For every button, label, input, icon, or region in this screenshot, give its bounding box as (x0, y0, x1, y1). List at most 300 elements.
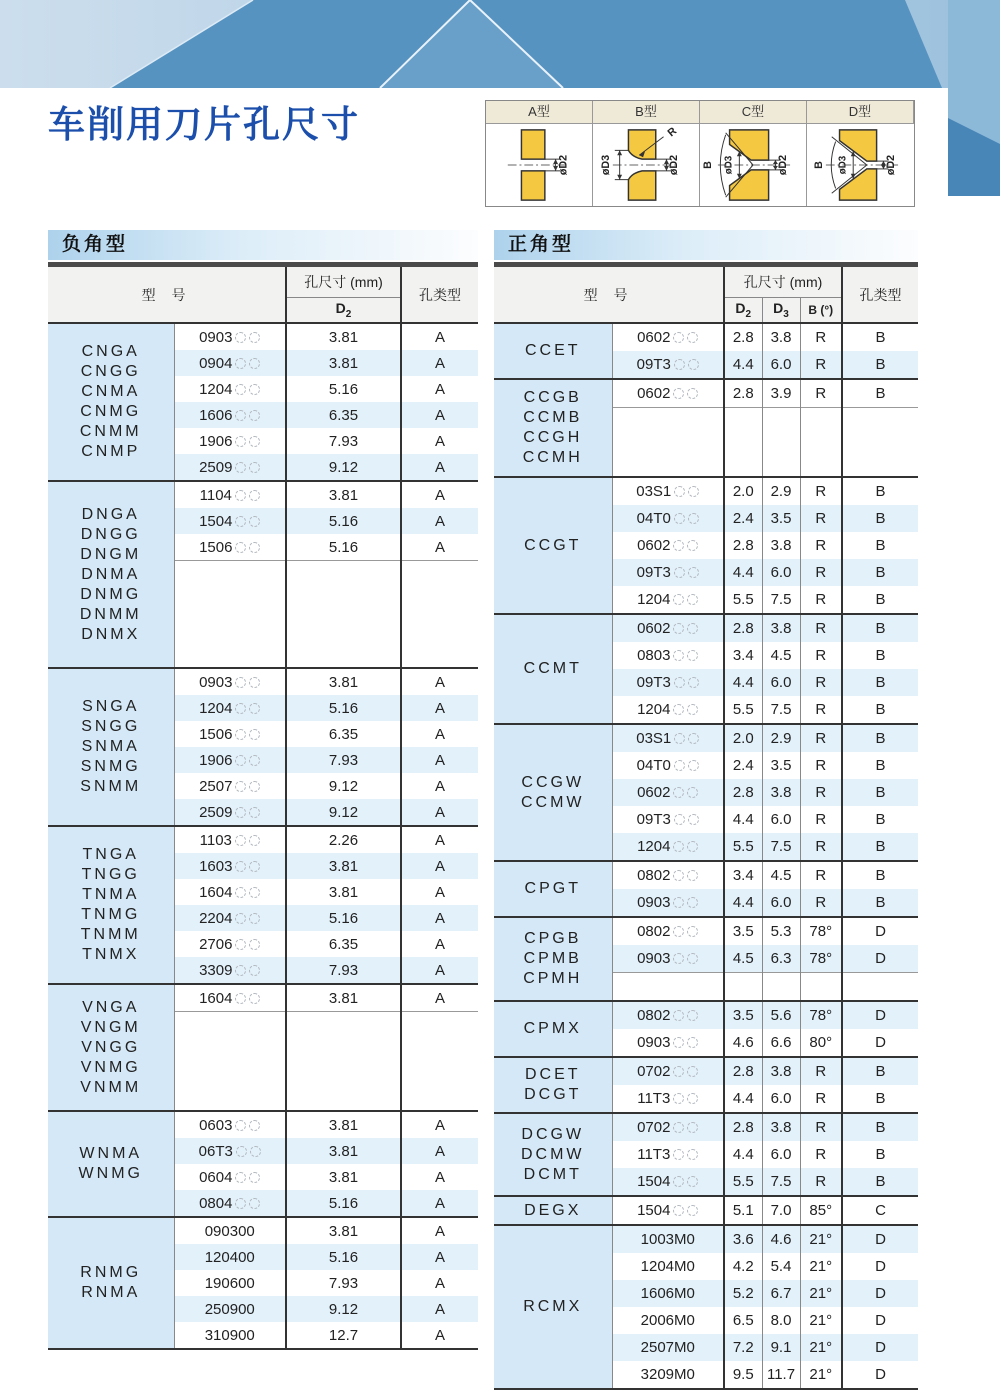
series-name: DCMT (523, 1165, 582, 1183)
model-number-cell: 1204 (612, 586, 724, 614)
value-cell: 2.8 (724, 1113, 762, 1141)
wildcard-circle-icon (235, 703, 246, 714)
model-number-cell: 120400 (174, 1244, 286, 1270)
model-number-cell: 2204 (174, 905, 286, 931)
wildcard-circle-icon (687, 650, 698, 661)
wildcard-circle-icon (674, 359, 685, 370)
model-series-cell (494, 1196, 612, 1225)
value-cell: A (401, 853, 478, 879)
series-name: CPMX (523, 1020, 582, 1037)
value-cell: 2.0 (724, 724, 762, 752)
header-hole-dims: 孔尺寸 (mm) (286, 267, 401, 298)
value-cell: 5.1 (724, 1196, 762, 1225)
model-number-cell: 0602 (612, 614, 724, 642)
value-cell: R (800, 779, 842, 806)
wildcard-circle-icon (249, 542, 260, 553)
value-cell: B (875, 647, 886, 664)
value-cell: 2.8 (724, 532, 762, 559)
value-cell: 3.8 (762, 779, 800, 806)
model-number-cell: 3309 (174, 957, 286, 984)
model-number-cell: 1204M0 (612, 1253, 724, 1280)
table-row (494, 724, 918, 752)
table-row (494, 1001, 918, 1029)
value-cell: R (800, 505, 842, 532)
table-row (494, 1196, 918, 1225)
value-cell: 6.35 (286, 721, 401, 747)
header-model: 型 号 (494, 267, 724, 323)
model-series-cell (494, 1225, 612, 1389)
model-series-cell (494, 379, 612, 477)
series-name: CPMB (523, 950, 582, 967)
value-cell: A (435, 1274, 446, 1292)
series-name: RNMA (81, 1284, 141, 1301)
value-cell: 7.5 (762, 1168, 800, 1196)
filler-cell (612, 408, 724, 478)
wildcard-circle-icon (249, 781, 260, 792)
table-row (494, 477, 918, 505)
series-name: CNGA (81, 343, 140, 360)
wildcard-circle-icon (235, 835, 246, 846)
value-cell: A (401, 668, 478, 695)
value-cell: 2.0 (724, 477, 762, 505)
value-cell: 6.0 (762, 1141, 800, 1168)
value-cell: R (800, 1057, 842, 1085)
value-cell: 80° (800, 1029, 842, 1057)
value-cell: 3.9 (762, 379, 800, 408)
model-series-cell (494, 917, 612, 1001)
wildcard-circle-icon (673, 1122, 684, 1133)
table-row (494, 323, 918, 351)
value-cell: 3.81 (286, 853, 401, 879)
model-series-cell (48, 1111, 174, 1217)
value-cell: 5.4 (762, 1253, 800, 1280)
value-cell: R (800, 752, 842, 779)
model-series-cell (494, 477, 612, 614)
value-cell: R (800, 379, 842, 408)
wildcard-circle-icon (687, 1176, 698, 1187)
wildcard-circle-icon (249, 1198, 260, 1209)
model-number-cell: 04T0 (612, 752, 724, 779)
value-cell: R (800, 351, 842, 379)
wildcard-circle-icon (249, 516, 260, 527)
wildcard-circle-icon (673, 870, 684, 881)
model-number-cell: 2706 (174, 931, 286, 957)
model-number-cell: 03S1 (612, 724, 724, 752)
series-name: DNMA (81, 565, 141, 583)
wildcard-circle-icon (235, 332, 246, 343)
table-row (494, 861, 918, 889)
wildcard-circle-icon (235, 516, 246, 527)
dim-d3-label: øD3 (723, 155, 735, 175)
value-cell: 78° (800, 945, 842, 973)
value-cell: D (875, 1034, 886, 1051)
value-cell: 6.0 (762, 669, 800, 696)
hole-type-b-drawing (593, 124, 700, 206)
dim-b-label: B (812, 161, 825, 169)
series-name: TNGG (81, 866, 140, 883)
wildcard-circle-icon (687, 787, 698, 798)
wildcard-circle-icon (249, 887, 260, 898)
value-cell: 5.16 (286, 1244, 401, 1270)
value-cell: 3.81 (286, 1138, 401, 1164)
value-cell: 3.5 (762, 505, 800, 532)
wildcard-circle-icon (673, 594, 684, 605)
wildcard-circle-icon (674, 513, 685, 524)
wildcard-circle-icon (236, 1146, 247, 1157)
wildcard-circle-icon (249, 835, 260, 846)
value-cell: 6.0 (762, 806, 800, 833)
hole-type-d-label: D型 (807, 101, 914, 124)
wildcard-circle-icon (673, 1205, 684, 1216)
value-cell: 6.0 (762, 889, 800, 917)
series-name: CCMH (522, 449, 583, 466)
wildcard-circle-icon (688, 513, 699, 524)
value-cell: B (842, 559, 918, 586)
value-cell: 9.12 (286, 773, 401, 799)
wildcard-circle-icon (249, 490, 260, 501)
value-cell: 7.93 (286, 428, 401, 454)
series-name: TNMG (81, 906, 141, 923)
series-name: CNMM (79, 423, 142, 440)
value-cell: 6.6 (762, 1029, 800, 1057)
wildcard-circle-icon (687, 1010, 698, 1021)
value-cell: A (435, 725, 446, 743)
wildcard-circle-icon (687, 594, 698, 605)
hole-type-a-drawing (486, 124, 593, 206)
value-cell: R (800, 1141, 842, 1168)
wildcard-circle-icon (235, 993, 246, 1004)
value-cell: 4.4 (724, 1141, 762, 1168)
value-cell: 4.2 (724, 1253, 762, 1280)
value-cell: A (401, 350, 478, 376)
wildcard-circle-icon (235, 781, 246, 792)
series-name: CCMT (523, 660, 582, 677)
value-cell: 5.5 (724, 586, 762, 614)
section-title-positive: 正角型 (494, 230, 918, 260)
value-cell: 7.93 (286, 1270, 401, 1296)
value-cell: 3.81 (286, 1111, 401, 1138)
dim-d3-label: øD3 (599, 154, 612, 176)
value-cell: A (401, 826, 478, 853)
value-cell: 78° (800, 1001, 842, 1029)
value-cell: A (401, 1217, 478, 1244)
series-name: CNGG (80, 363, 141, 380)
table-row (48, 1111, 478, 1138)
series-name: VNMG (80, 1058, 141, 1076)
value-cell: 21° (800, 1253, 842, 1280)
value-cell: 6.35 (286, 402, 401, 428)
series-name: CNMG (80, 403, 142, 420)
value-cell: 12.7 (286, 1322, 401, 1349)
wildcard-circle-icon (235, 729, 246, 740)
value-cell: 2.8 (724, 379, 762, 408)
model-number-cell: 2507 (174, 773, 286, 799)
value-cell: 2.9 (762, 724, 800, 752)
model-number-cell: 2507M0 (612, 1334, 724, 1361)
value-cell: B (842, 1168, 918, 1196)
negative-type-table (48, 267, 478, 1350)
model-series-cell (494, 614, 612, 724)
series-name: SNMM (80, 778, 142, 795)
value-cell: R (800, 1168, 842, 1196)
series-name: DNMM (79, 605, 142, 623)
value-cell: A (401, 481, 478, 508)
value-cell: 7.93 (286, 747, 401, 773)
value-cell (762, 973, 800, 1002)
value-cell: 6.7 (762, 1280, 800, 1307)
value-cell: 5.16 (286, 905, 401, 931)
wildcard-circle-icon (687, 540, 698, 551)
model-number-cell: 0802 (612, 917, 724, 945)
value-cell: B (842, 833, 918, 861)
value-cell: D (875, 1312, 886, 1329)
value-cell (724, 973, 762, 1002)
wildcard-circle-icon (687, 1093, 698, 1104)
wildcard-circle-icon (249, 861, 260, 872)
series-name: CNMA (81, 383, 141, 400)
series-name: CNMP (81, 443, 141, 460)
value-cell: A (435, 1168, 446, 1186)
dim-d3-label: øD3 (836, 155, 848, 175)
model-number-cell: 1604 (174, 879, 286, 905)
model-number-cell: 04T0 (612, 505, 724, 532)
wildcard-circle-icon (249, 913, 260, 924)
wildcard-circle-icon (673, 897, 684, 908)
value-cell: 3.4 (724, 861, 762, 889)
table-row (48, 1217, 478, 1244)
model-number-cell: 0603 (174, 1111, 286, 1138)
value-cell (286, 1012, 401, 1112)
series-name: DNGA (81, 505, 140, 523)
value-cell: A (401, 454, 478, 481)
wildcard-circle-icon (673, 332, 684, 343)
value-cell: 3.5 (762, 752, 800, 779)
model-number-cell: 0903 (612, 1029, 724, 1057)
model-number-cell: 1606 (174, 402, 286, 428)
table-row (494, 1057, 918, 1085)
value-cell (762, 408, 800, 478)
value-cell: 2.8 (724, 614, 762, 642)
wildcard-circle-icon (235, 490, 246, 501)
value-cell: 9.1 (762, 1334, 800, 1361)
value-cell: A (401, 1111, 478, 1138)
value-cell: 3.81 (286, 350, 401, 376)
value-cell: R (800, 669, 842, 696)
model-number-cell: 0602 (612, 323, 724, 351)
value-cell: R (800, 861, 842, 889)
header-d2: $D_2$ (286, 298, 401, 324)
header-hole-type: 孔类型 (842, 267, 918, 323)
value-cell: D (842, 917, 918, 945)
wildcard-circle-icon (674, 567, 685, 578)
series-name: CCGW (521, 773, 585, 791)
wildcard-circle-icon (687, 1122, 698, 1133)
filler-cell (174, 561, 286, 669)
value-cell: 3.81 (286, 1217, 401, 1244)
wildcard-circle-icon (249, 965, 260, 976)
value-cell: A (401, 1244, 478, 1270)
model-number-cell: 250900 (174, 1296, 286, 1322)
series-name: DNMG (80, 585, 142, 603)
value-cell: A (401, 984, 478, 1012)
value-cell: R (800, 614, 842, 642)
value-cell: B (875, 811, 886, 828)
value-cell: 3.8 (762, 614, 800, 642)
wildcard-circle-icon (249, 1172, 260, 1183)
dim-d2-label: øD2 (777, 154, 790, 176)
wildcard-circle-icon (673, 1176, 684, 1187)
wildcard-circle-icon (235, 436, 246, 447)
value-cell: R (800, 477, 842, 505)
series-name: SNMG (80, 758, 141, 775)
series-name: CCGT (524, 536, 582, 554)
model-number-cell: 1506 (174, 534, 286, 561)
series-name: CPGT (524, 880, 581, 897)
dim-d2-label: øD2 (557, 154, 570, 176)
value-cell: R (800, 724, 842, 752)
hole-type-a-label: A型 (486, 101, 593, 124)
wildcard-circle-icon (687, 926, 698, 937)
value-cell: R (800, 586, 842, 614)
value-cell: B (875, 757, 886, 774)
value-cell: D (875, 1258, 886, 1275)
value-cell: 2.8 (724, 323, 762, 351)
model-series-cell (48, 1217, 174, 1349)
value-cell: 9.12 (286, 799, 401, 826)
value-cell: B (842, 351, 918, 379)
value-cell: C (842, 1196, 918, 1225)
table-row (494, 1113, 918, 1141)
value-cell: B (842, 779, 918, 806)
value-cell: 2.8 (724, 1057, 762, 1085)
wildcard-circle-icon (673, 650, 684, 661)
value-cell: B (875, 701, 886, 718)
wildcard-circle-icon (688, 814, 699, 825)
series-name: WNMG (78, 1165, 143, 1182)
value-cell: 5.16 (286, 376, 401, 402)
model-series-cell (494, 724, 612, 861)
model-number-cell: 1604 (174, 984, 286, 1012)
value-cell: A (401, 747, 478, 773)
model-number-cell: 1204 (174, 376, 286, 402)
value-cell: 3.81 (286, 481, 401, 508)
series-name: CCGB (523, 389, 582, 406)
value-cell: 21° (800, 1361, 842, 1389)
header-hole-type: 孔类型 (401, 267, 478, 323)
value-cell: B (842, 861, 918, 889)
table-row (48, 984, 478, 1012)
model-number-cell: 1504 (612, 1168, 724, 1196)
value-cell: 3.8 (762, 323, 800, 351)
model-number-cell: 1003M0 (612, 1225, 724, 1253)
value-cell: 7.2 (724, 1334, 762, 1361)
series-name: CCMB (523, 409, 583, 426)
value-cell: 3.5 (724, 917, 762, 945)
model-number-cell: 0602 (612, 779, 724, 806)
value-cell: 4.5 (762, 642, 800, 669)
wildcard-circle-icon (673, 787, 684, 798)
hole-type-b-label: B型 (593, 101, 700, 124)
model-number-cell: 11T3 (612, 1085, 724, 1113)
model-number-cell: 0903 (612, 945, 724, 973)
value-cell: 5.16 (286, 1190, 401, 1217)
value-cell: A (401, 957, 478, 984)
value-cell: 7.5 (762, 586, 800, 614)
model-number-cell: 0903 (612, 889, 724, 917)
model-number-cell: 090300 (174, 1217, 286, 1244)
value-cell: 6.35 (286, 931, 401, 957)
value-cell: 5.3 (762, 917, 800, 945)
model-number-cell: 09T3 (612, 559, 724, 586)
value-cell: 3.81 (286, 984, 401, 1012)
value-cell: B (875, 591, 886, 608)
value-cell: A (401, 508, 478, 534)
value-cell: R (800, 889, 842, 917)
model-number-cell: 0903 (174, 323, 286, 350)
value-cell: D (842, 1001, 918, 1029)
value-cell: 4.4 (724, 559, 762, 586)
model-number-cell: 0702 (612, 1057, 724, 1085)
value-cell: 3.8 (762, 1057, 800, 1085)
value-cell: 9.5 (724, 1361, 762, 1389)
wildcard-circle-icon (235, 358, 246, 369)
negative-type-section (48, 230, 478, 1350)
value-cell: B (842, 724, 918, 752)
value-cell: A (435, 777, 446, 795)
value-cell (842, 408, 918, 478)
value-cell: 4.4 (724, 806, 762, 833)
series-name: DCGW (521, 1125, 585, 1143)
value-cell: 4.4 (724, 1085, 762, 1113)
wildcard-circle-icon (687, 1037, 698, 1048)
wildcard-circle-icon (688, 486, 699, 497)
model-number-cell: 09T3 (612, 351, 724, 379)
table-row (494, 1225, 918, 1253)
model-series-cell (48, 984, 174, 1111)
table-row (48, 668, 478, 695)
wildcard-circle-icon (687, 1149, 698, 1160)
value-cell: 3.5 (724, 1001, 762, 1029)
dim-r-label: R (665, 125, 680, 140)
wildcard-circle-icon (673, 1093, 684, 1104)
value-cell (401, 561, 478, 669)
model-number-cell: 0602 (612, 379, 724, 408)
value-cell: 6.0 (762, 559, 800, 586)
value-cell: 7.5 (762, 833, 800, 861)
wildcard-circle-icon (249, 1120, 260, 1131)
value-cell: 3.81 (286, 879, 401, 905)
value-cell: 5.16 (286, 695, 401, 721)
wildcard-circle-icon (688, 760, 699, 771)
wildcard-circle-icon (673, 540, 684, 551)
header-b-angle: B (°) (800, 298, 842, 324)
wildcard-circle-icon (249, 703, 260, 714)
value-cell: A (435, 432, 446, 450)
wildcard-circle-icon (687, 841, 698, 852)
wildcard-circle-icon (687, 388, 698, 399)
model-series-cell (494, 1001, 612, 1057)
value-cell: 5.6 (762, 1001, 800, 1029)
series-name: CPMH (523, 970, 583, 987)
value-cell: R (800, 833, 842, 861)
series-name: SNMA (81, 738, 140, 755)
wildcard-circle-icon (687, 1066, 698, 1077)
hole-type-diagram (485, 100, 915, 207)
wildcard-circle-icon (673, 1149, 684, 1160)
model-number-cell: 0803 (612, 642, 724, 669)
value-cell: 3.6 (724, 1225, 762, 1253)
value-cell: 3.81 (286, 1164, 401, 1190)
